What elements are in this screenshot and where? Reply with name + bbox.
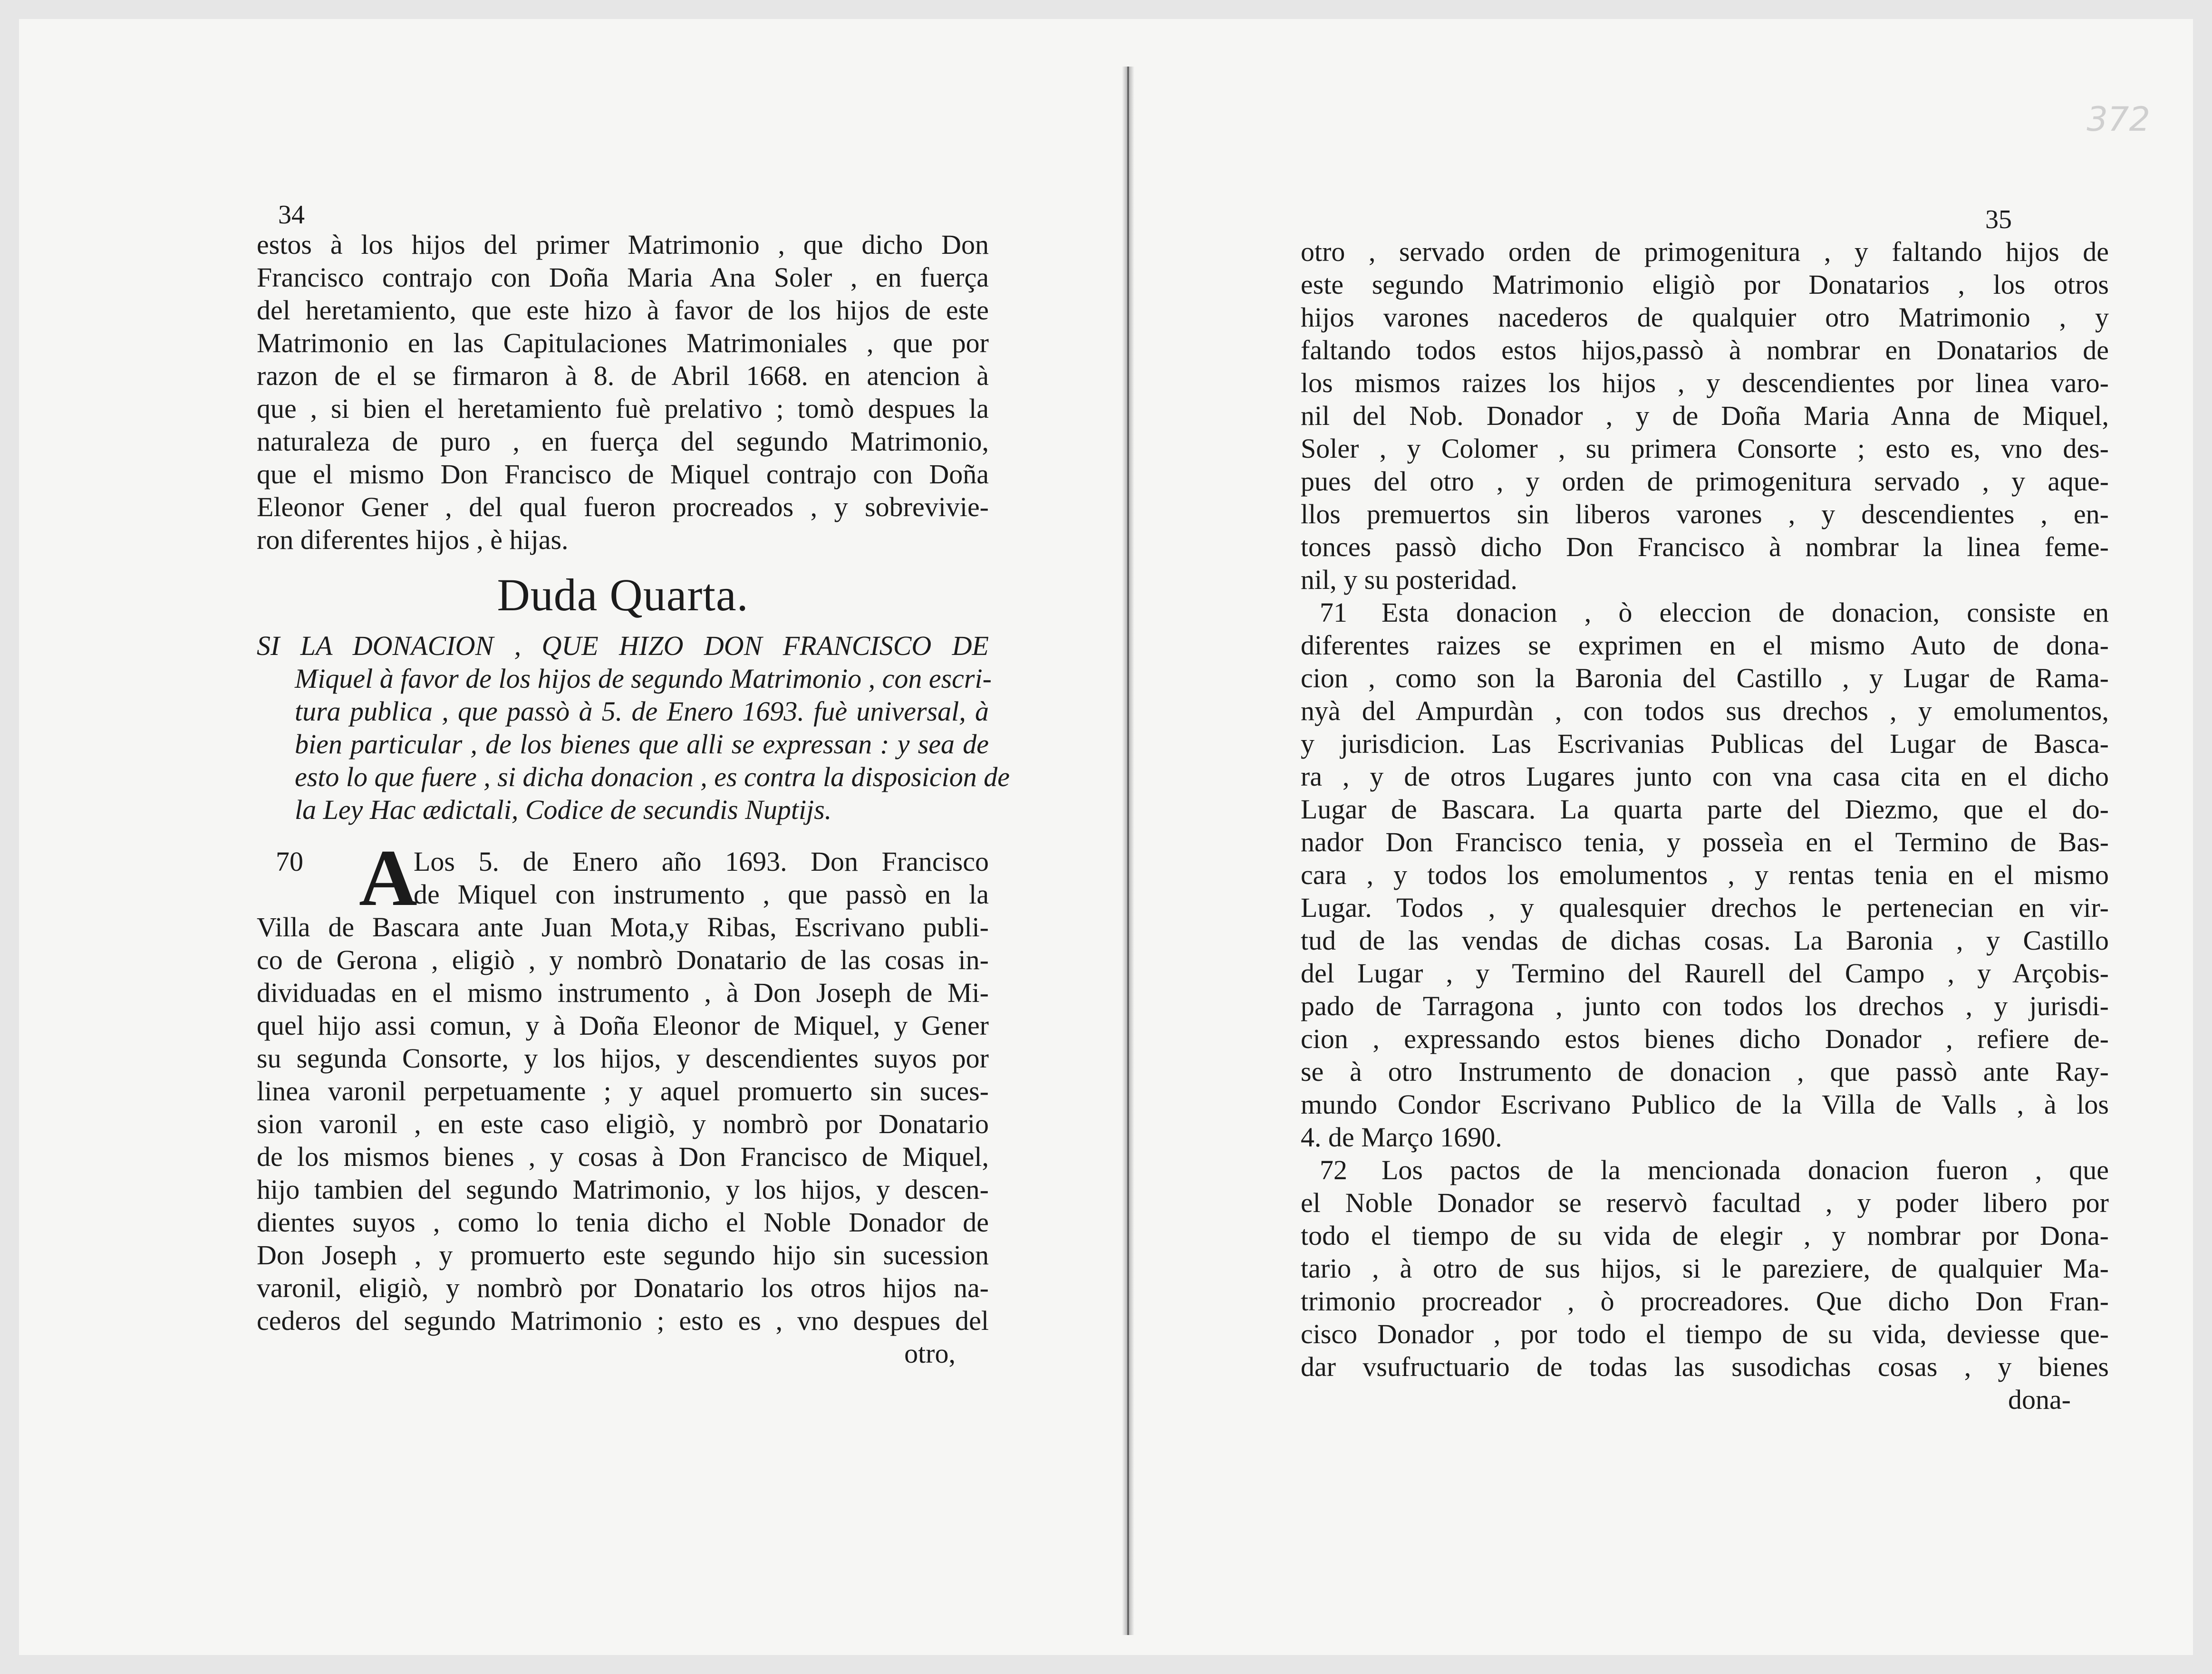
text-line: y jurisdicion. Las Escrivanias Publicas del Lugar de Basca-: [1301, 728, 2109, 759]
text-line: hijos varones nacederos de qualquier otro Matrimonio , y: [1301, 302, 2109, 333]
text-line: otro , servado orden de primogenitura , y faltando hijos de: [1301, 236, 2109, 267]
text-line: quel hijo assi comun, y à Doña Eleonor de Miquel, y Gener: [257, 1010, 989, 1041]
text-line: Lugar. Todos , y qualesquier drechos le pertenecian en vir-: [1301, 892, 2109, 923]
text-line: Eleonor Gener , del qual fueron procreados , y sobrevivie-: [257, 491, 989, 522]
text-line: se à otro Instrumento de donacion , que passò ante Ray-: [1301, 1056, 2109, 1087]
text-line: nil, y su posteridad.: [1301, 564, 1517, 595]
text-line: varonil, eligiò, y nombrò por Donatario los otros hijos na-: [257, 1272, 989, 1303]
text-line: estos à los hijos del primer Matrimonio , que dicho Don: [257, 229, 989, 260]
text-line: del heretamiento, que este hizo à favor de los hijos de este: [257, 295, 989, 326]
text-line: naturaleza de puro , en fuerça del segundo Matrimonio,: [257, 426, 989, 457]
text-line: cion , expressando estos bienes dicho Donador , refiere de-: [1301, 1023, 2109, 1054]
catchword: dona-: [2008, 1384, 2071, 1415]
text-line: la Ley Hac ædictali, Codice de secundis Nuptijs.: [295, 794, 832, 825]
text-line: dientes suyos , como lo tenia dicho el Noble Donador de: [257, 1207, 989, 1238]
text-line: llos premuertos sin liberos varones , y descendientes , en-: [1301, 499, 2109, 529]
text-line: SI LA DONACION , QUE HIZO DON FRANCISCO DE: [257, 630, 989, 661]
text-line: trimonio procreador , ò procreadores. Que dicho Don Fran-: [1301, 1286, 2109, 1317]
text-line: Villa de Bascara ante Juan Mota,y Ribas, Escrivano publi-: [257, 912, 989, 943]
text-line: linea varonil perpetuamente ; y aquel promuerto sin suces-: [257, 1076, 989, 1106]
text-line: Don Joseph , y promuerto este segundo hijo sin sucession: [257, 1240, 989, 1270]
text-line: hijo tambien del segundo Matrimonio, y los hijos, y descen-: [257, 1174, 989, 1205]
text-line: el Noble Donador se reservò facultad , y poder libero por: [1301, 1187, 2109, 1218]
paragraph-number: 71: [1320, 597, 1347, 628]
drop-cap: A: [359, 833, 417, 923]
text-line: Soler , y Colomer , su primera Consorte ; esto es, vno des-: [1301, 433, 2109, 464]
text-line: ron diferentes hijos , è hijas.: [257, 524, 569, 555]
text-line: Francisco contrajo con Doña Maria Ana Soler , en fuerça: [257, 262, 989, 293]
text-line: cion , como son la Baronia del Castillo , y Lugar de Rama-: [1301, 663, 2109, 693]
text-line: su segunda Consorte, y los hijos, y descendientes suyos por: [257, 1043, 989, 1074]
left-intro-paragraph: [257, 228, 989, 556]
text-line: del Lugar , y Termino del Raurell del Campo , y Arçobis-: [1301, 958, 2109, 989]
text-line: nil del Nob. Donador , y de Doña Maria Anna de Miquel,: [1301, 400, 2109, 431]
text-line: Esta donacion , ò eleccion de donacion, consiste en: [1381, 597, 2109, 628]
text-line: sion varonil , en este caso eligiò, y nombrò por Donatario: [257, 1108, 989, 1139]
paragraph-72: [1301, 1154, 2109, 1416]
text-line: diferentes raizes se exprimen en el mismo Auto de dona-: [1301, 630, 2109, 661]
text-line: que el mismo Don Francisco de Miquel contrajo con Doña: [257, 459, 989, 490]
text-line: Los 5. de Enero año 1693. Don Francisco: [414, 846, 989, 877]
text-line: cara , y todos los emolumentos , y rentas tenia en el mismo: [1301, 859, 2109, 890]
question-paragraph: [257, 629, 1010, 826]
left-page-text: [257, 228, 1010, 1370]
text-line: dividuadas en el mismo instrumento , à Don Joseph de Mi-: [257, 977, 989, 1008]
text-line: ra , y de otros Lugares junto con vna casa cita en el dicho: [1301, 761, 2109, 792]
text-line: Lugar de Bascara. La quarta parte del Diezmo, que el do-: [1301, 794, 2109, 825]
book-gutter: [1122, 67, 1134, 1635]
pencil-folio-mark: 372: [2086, 100, 2150, 139]
text-line: todo el tiempo de su vida de elegir , y nombrar por Dona-: [1301, 1220, 2109, 1251]
text-line: tonces passò dicho Don Francisco à nombrar la linea feme-: [1301, 531, 2109, 562]
right-page: [1134, 19, 2193, 1655]
text-line: pues del otro , y orden de primogenitura servado , y aque-: [1301, 466, 2109, 497]
text-line: Miquel à favor de los hijos de segundo Matrimonio , con escri-: [295, 663, 992, 694]
text-line: que , si bien el heretamiento fuè prelativo ; tomò despues la: [257, 393, 989, 424]
left-page-number: 34: [278, 200, 305, 230]
text-line: nador Don Francisco tenia, y posseìa en el Termino de Bas-: [1301, 827, 2109, 857]
text-line: cisco Donador , por todo el tiempo de su vida, deviesse que-: [1301, 1318, 2109, 1349]
text-line: tud de las vendas de dichas cosas. La Baronia , y Castillo: [1301, 925, 2109, 956]
text-line: cederos del segundo Matrimonio ; esto es , vno despues del: [257, 1305, 989, 1336]
paragraph-71: [1301, 596, 2109, 1154]
catchword: otro,: [904, 1338, 956, 1369]
text-line: tura publica , que passò à 5. de Enero 1693. fuè universal, à: [295, 696, 989, 727]
text-line: razon de el se firmaron à 8. de Abril 1668. en atencion à: [257, 360, 989, 391]
right-page-number: 35: [1985, 205, 2012, 234]
text-line: bien particular , de los bienes que alli se expressan : y sea de: [295, 729, 989, 760]
text-line: faltando todos estos hijos,passò à nombrar en Donatarios de: [1301, 335, 2109, 366]
text-line: esto lo que fuere , si dicha donacion , es contra la disposicion de: [295, 761, 1010, 792]
text-line: de Miquel con instrumento , que passò en la: [414, 879, 989, 910]
right-intro-paragraph: [1301, 235, 2109, 596]
left-page: [19, 19, 1122, 1655]
paragraph-70: [257, 833, 989, 1370]
text-line: nyà del Ampurdàn , con todos sus drechos , y emolumentos,: [1301, 695, 2109, 726]
text-line: Matrimonio en las Capitulaciones Matrimoniales , que por: [257, 327, 989, 358]
right-page-text: [1301, 235, 2109, 1416]
book-spread: [19, 19, 2193, 1655]
text-line: mundo Condor Escrivano Publico de la Villa de Valls , à los: [1301, 1089, 2109, 1120]
text-line: dar vsufructuario de todas las susodichas cosas , y bienes: [1301, 1351, 2109, 1382]
text-line: este segundo Matrimonio eligiò por Donatarios , los otros: [1301, 269, 2109, 300]
text-line: tario , à otro de sus hijos, si le pareziere, de qualquier Ma-: [1301, 1253, 2109, 1284]
text-line: 4. de Março 1690.: [1301, 1122, 1502, 1153]
paragraph-number: 70: [276, 846, 303, 877]
text-line: los mismos raizes los hijos , y descendientes por linea varo-: [1301, 367, 2109, 398]
text-line: co de Gerona , eligiò , y nombrò Donatario de las cosas in-: [257, 944, 989, 975]
paragraph-number: 72: [1320, 1154, 1347, 1185]
text-line: pado de Tarragona , junto con todos los drechos , y jurisdi-: [1301, 991, 2109, 1021]
text-line: de los mismos bienes , y cosas à Don Francisco de Miquel,: [257, 1141, 989, 1172]
section-heading: Duda Quarta.: [497, 569, 749, 620]
text-line: Los pactos de la mencionada donacion fueron , que: [1381, 1154, 2109, 1185]
